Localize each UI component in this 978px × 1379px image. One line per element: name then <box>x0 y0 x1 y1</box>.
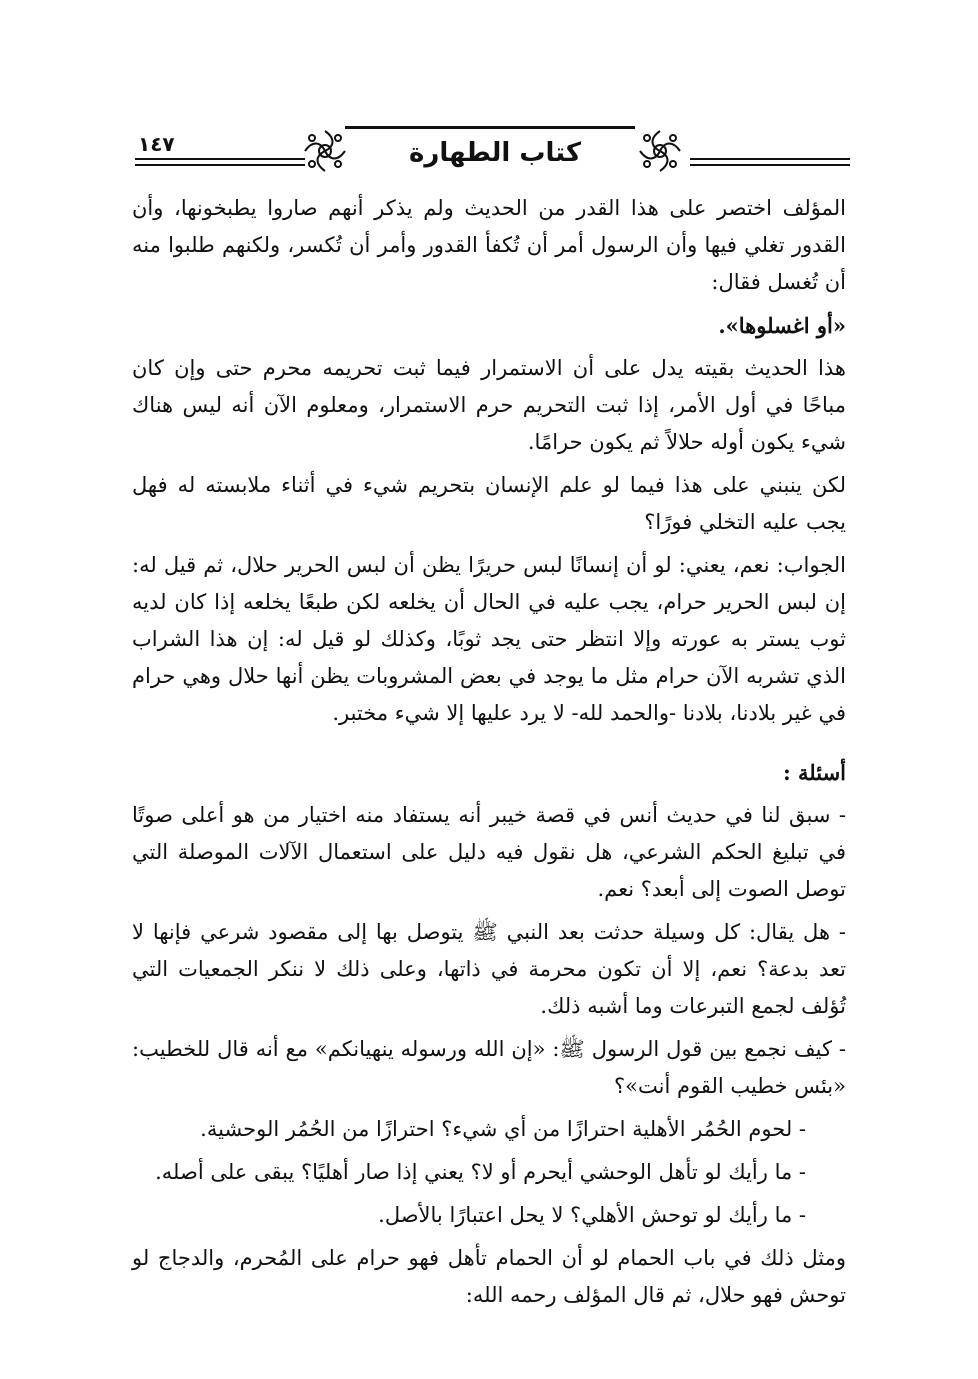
page-header <box>130 118 850 178</box>
header-rule-right-2 <box>690 164 850 166</box>
questions-heading: أسئلة : <box>782 760 846 785</box>
page-number: ١٤٧ <box>138 132 175 156</box>
paragraph: هذا الحديث بقيته يدل على أن الاستمرار فيما ثبت تحريمه محرم حتى وإن كان مباحًا في أول الأمر، إذا ثبت التحريم حرم الاستمرار، ومعلوم الآن أنه ليس هناك شيء يكون أوله حلالاً ثم يكون حرامًا. <box>132 356 846 454</box>
paragraph: المؤلف اختصر على هذا القدر من الحديث ولم يذكر أنهم صاروا يطبخونها، وأن القدور تغلي فيها وأن الرسول أمر أن تُكفأ القدور وأمر أن تُكسر، ولكنهم طلبوا منه أن تُغسل فقال: <box>132 196 846 294</box>
sub-question-item: - ما رأيك لو توحش الأهلي؟ لا يحل اعتبارًا بالأصل. <box>378 1203 806 1227</box>
answer-paragraph: الجواب: نعم، يعني: لو أن إنسانًا لبس حريرًا يظن أن لبس الحرير حلال، ثم قيل له: إن لبس الحرير حرام، يجب عليه في الحال أن يخلعه لكن طبعًا يخلعه إذا كان لديه ثوب يستر به عورته وإلا انتظر حتى يجد ثوبًا، وكذلك لو قيل له: إن هذا الشراب الذي تشربه الآن حرام مثل ما يوجد في بعض المشروبات يظن أنها حلال وهي حرام في غير بلادنا، بلادنا -والحمد لله- لا يرد عليها إلا شيء مختبر. <box>132 553 846 725</box>
hadith-quote: «أو اغسلوها». <box>718 313 846 338</box>
question-item: - هل يقال: كل وسيلة حدثت بعد النبي ﷺ يتوصل بها إلى مقصود شرعي فإنها لا تعد بدعة؟ نعم، إلا أن تكون محرمة في ذاتها، وعلى ذلك لا ننكر الجمعيات التي تُؤلف لجمع التبرعات وما أشبه ذلك. <box>132 920 846 1018</box>
ornament-left-icon <box>300 126 350 176</box>
sub-question-item: - لحوم الحُمُر الأهلية احترازًا من أي شيء؟ احترازًا من الحُمُر الوحشية. <box>200 1117 806 1141</box>
closing-paragraph: ومثل ذلك في باب الحمام لو أن الحمام تأهل فهو حرام على المُحرم، والدجاج لو توحش فهو حلال، ثم قال المؤلف رحمه الله: <box>132 1246 846 1307</box>
header-rule-right <box>690 158 850 160</box>
chapter-title: كتاب الطهارة <box>409 138 581 168</box>
header-rule-left <box>135 158 305 160</box>
paragraph: لكن ينبني على هذا فيما لو علم الإنسان بتحريم شيء في أثناء ملابسته له فهل يجب عليه التخلي فورًا؟ <box>132 473 846 534</box>
ornament-right-icon <box>635 126 685 176</box>
header-top-rule <box>345 126 635 129</box>
question-item: - كيف نجمع بين قول الرسول ﷺ: «إن الله ورسوله ينهيانكم» مع أنه قال للخطيب: «بئس خطيب القوم أنت»؟ <box>132 1037 846 1098</box>
question-item: - سبق لنا في حديث أنس في قصة خيبر أنه يستفاد منه اختيار من هو أعلى صوتًا في تبليغ الحكم الشرعي، هل نقول فيه دليل على استعمال الآلات الموصلة التي توصل الصوت إلى أبعد؟ نعم. <box>132 803 846 901</box>
page-body <box>132 190 846 1320</box>
sub-question-item: - ما رأيك لو تأهل الوحشي أيحرم أو لا؟ يعني إذا صار أهليًا؟ يبقى على أصله. <box>155 1160 806 1184</box>
header-rule-left-2 <box>135 164 305 166</box>
